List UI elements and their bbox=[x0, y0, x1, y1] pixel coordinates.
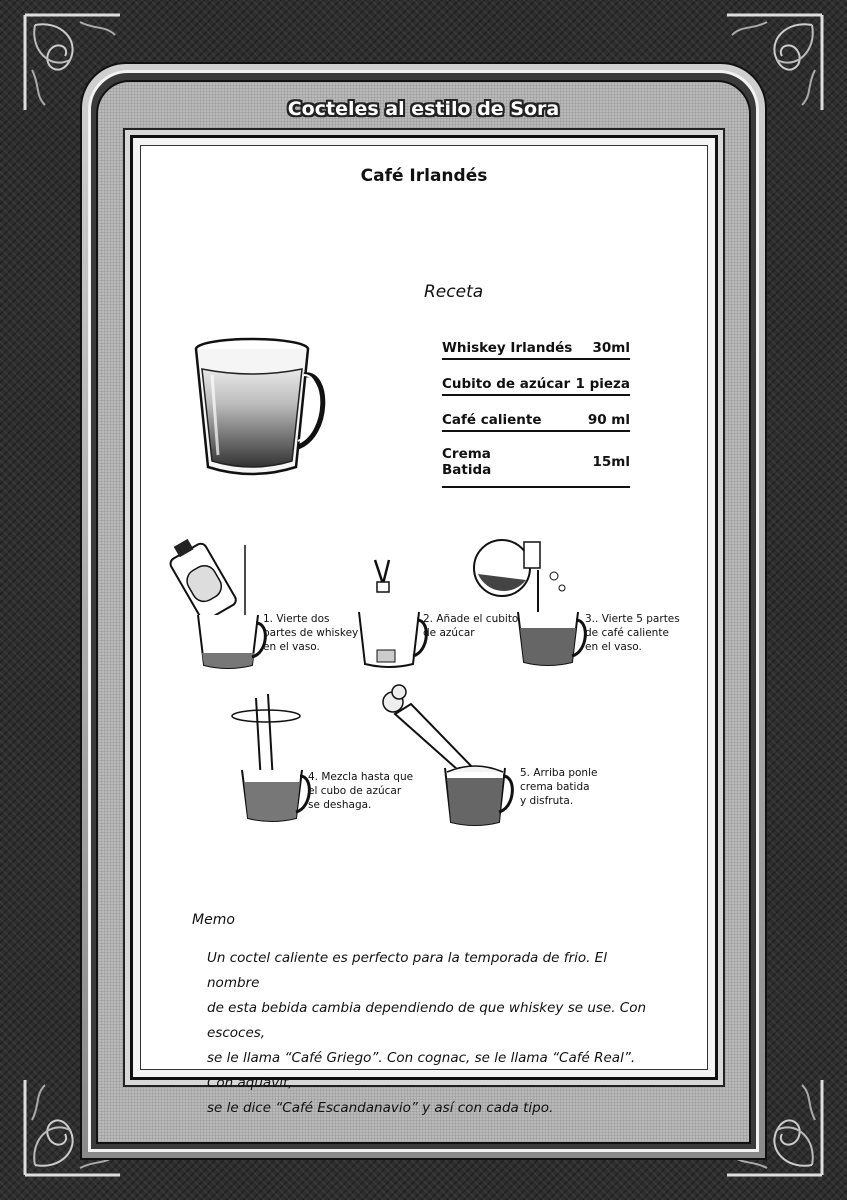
irish-coffee-glass-icon bbox=[190, 335, 335, 485]
ingredient-table bbox=[442, 340, 630, 488]
step-1-text: 1. Vierte dos partes de whiskey en el vaso. bbox=[263, 613, 359, 653]
ingredient-amount: 15ml bbox=[592, 454, 630, 470]
ingredient-row-divider bbox=[442, 486, 630, 488]
ingredient-row bbox=[442, 446, 630, 480]
ingredient-amount: 30ml bbox=[592, 340, 630, 356]
whiskey-bottle-pour-icon bbox=[160, 535, 260, 675]
memo-label: Memo bbox=[192, 912, 235, 928]
step-3-text: 3.. Vierte 5 partes de café caliente en el vaso. bbox=[585, 613, 680, 653]
coffee-pot-pour-icon bbox=[472, 530, 582, 670]
page-title: Cocteles al estilo de Sora bbox=[287, 98, 560, 120]
ingredient-amount: 90 ml bbox=[587, 412, 630, 428]
ingredient-row bbox=[442, 412, 630, 432]
ingredient-name: Crema Batida bbox=[442, 446, 492, 478]
step-2-text: 2. Añade el cubito de azúcar bbox=[423, 613, 519, 639]
ingredient-row bbox=[442, 376, 630, 396]
step-4-text: 4. Mezcla hasta que el cubo de azúcar se deshaga. bbox=[308, 771, 414, 811]
step-5-text: 5. Arriba ponle crema batida y disfruta. bbox=[520, 767, 598, 807]
sugar-cube-tongs-icon bbox=[355, 560, 425, 672]
ingredient-name: Whiskey Irlandés bbox=[442, 340, 573, 356]
stirring-glass-icon bbox=[228, 690, 308, 825]
memo-text: Un coctel caliente es perfecto para la temporada de frio. El nombre de esta bebida cambia dependiendo de que whiskey se use. Con escoces, se le llama “Café Griego”. Con cognac, se le llama “Café Real”. Con aquavit, se le dice “Café Escandanavio” y así con cada tipo. bbox=[207, 950, 647, 1116]
cream-piping-bag-icon bbox=[375, 680, 510, 830]
ingredient-name: Café caliente bbox=[442, 412, 542, 428]
ingredient-name: Cubito de azúcar bbox=[442, 376, 571, 392]
ingredient-amount: 1 pieza bbox=[575, 376, 630, 392]
ingredient-row bbox=[442, 340, 630, 360]
recipe-title: Café Irlandés bbox=[360, 166, 488, 186]
section-label-receta: Receta bbox=[424, 282, 484, 302]
